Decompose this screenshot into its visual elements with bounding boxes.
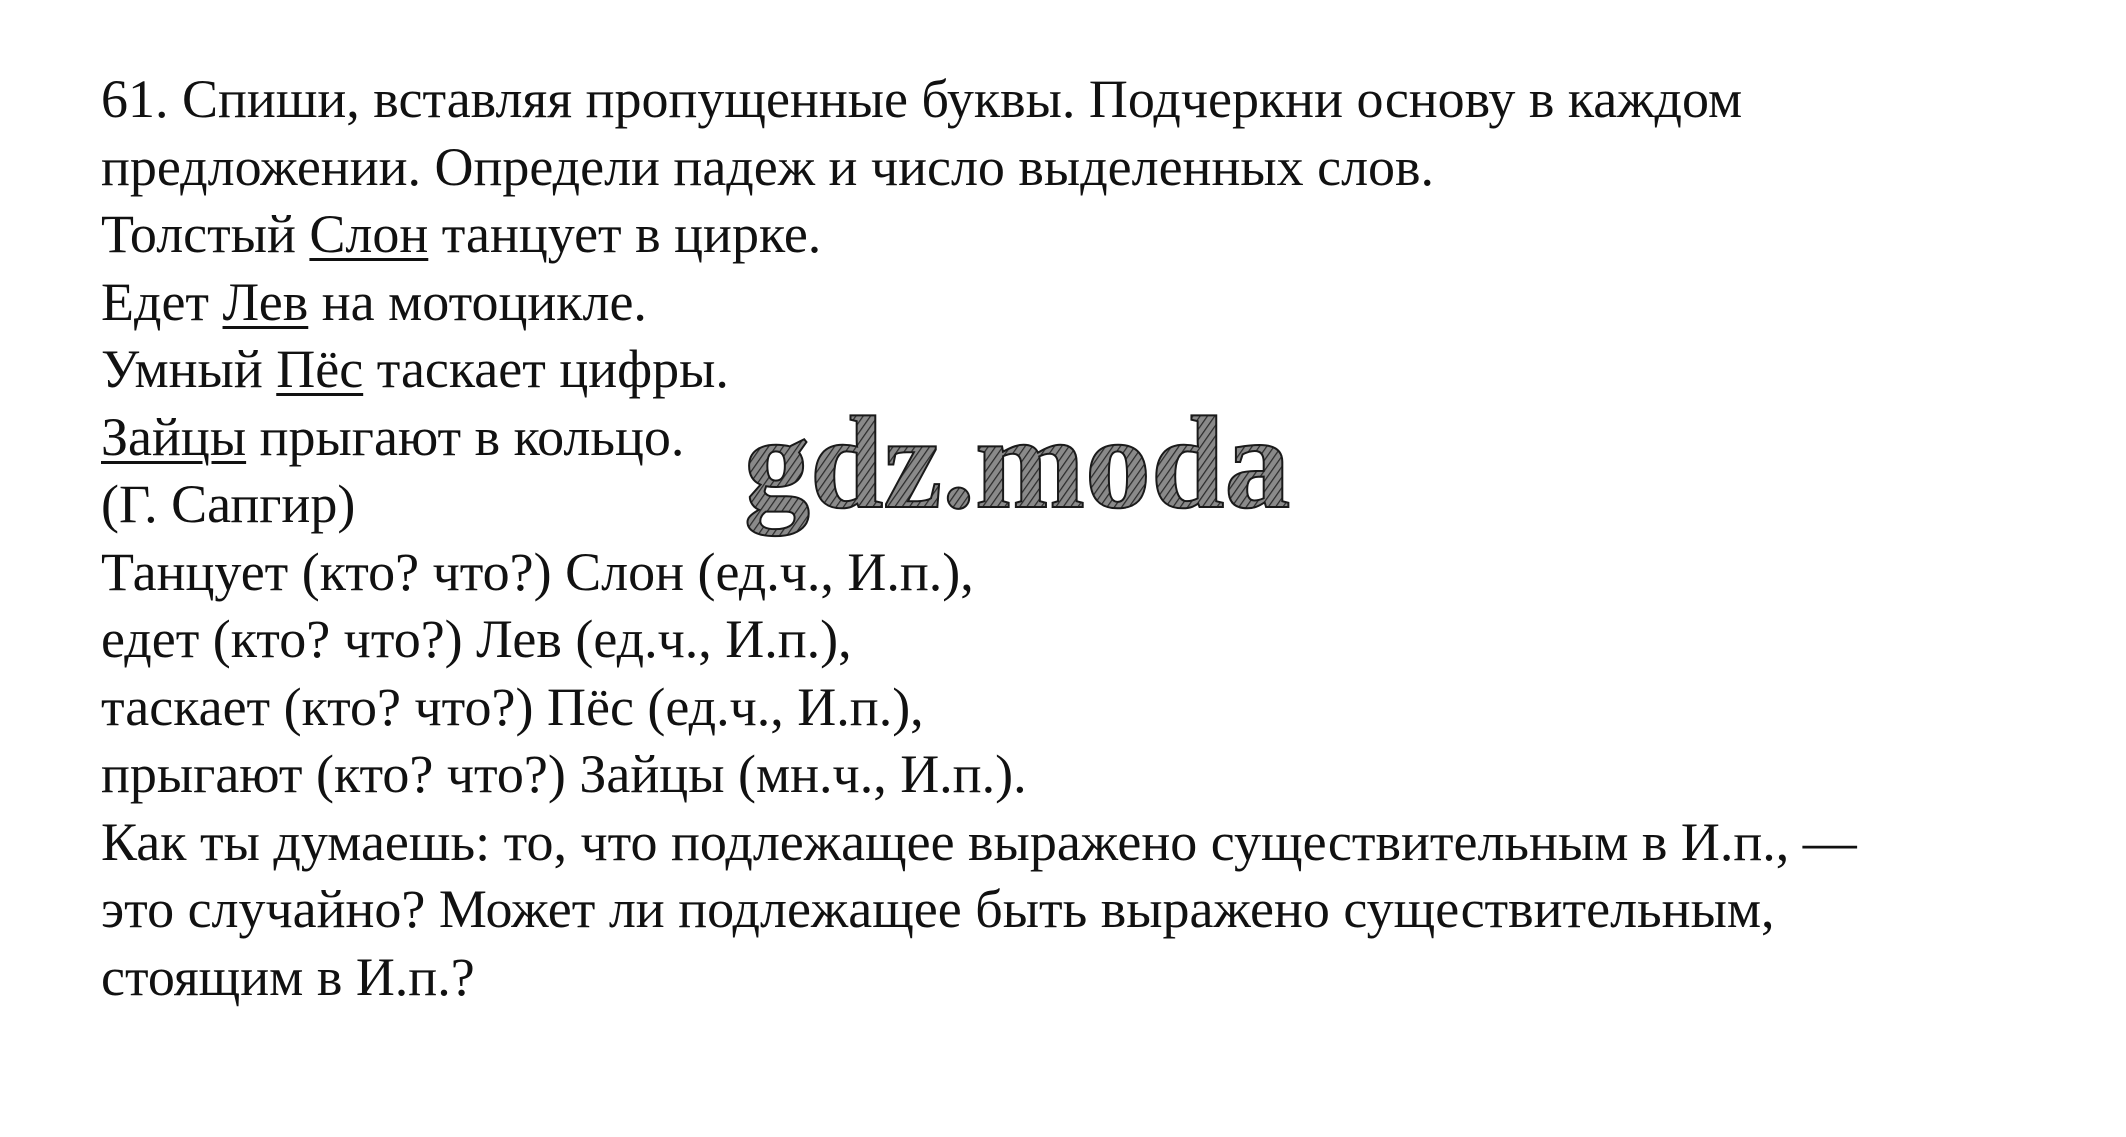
text-segment: прыгают в кольцо. <box>246 406 685 467</box>
text-segment: (Г. Сапгир) <box>101 474 356 534</box>
text-segment: это случайно? Может ли подлежащее быть выражено существительным, <box>101 879 1775 939</box>
text-segment: Умный <box>101 339 277 399</box>
text-segment: на мотоцикле. <box>308 271 647 332</box>
text-segment: Едет <box>101 271 223 332</box>
underlined-word: Лев <box>222 271 309 332</box>
underlined-word: Слон <box>309 204 429 264</box>
text-segment: едет (кто? что?) Лев (ед.ч., И.п.), <box>101 609 852 669</box>
watermark-logo <box>738 395 1348 545</box>
underlined-word: Пёс <box>276 339 364 399</box>
text-segment: прыгают (кто? что?) Зайцы (мн.ч., И.п.). <box>101 744 1027 804</box>
text-segment: танцует в цирке. <box>428 204 822 264</box>
text-line <box>101 269 2091 337</box>
text-line <box>101 201 2091 269</box>
text-segment: предложении. Определи падеж и число выделенных слов. <box>101 136 1435 197</box>
text-segment: стоящим в И.п.? <box>101 946 475 1007</box>
text-line <box>101 66 2091 134</box>
text-segment: таскает цифры. <box>363 339 729 399</box>
text-segment: Танцует (кто? что?) Слон (ед.ч., И.п.), <box>101 541 974 602</box>
text-segment: Толстый <box>101 204 310 264</box>
text-line <box>101 809 2091 877</box>
text-line <box>101 134 2091 202</box>
watermark-graphic <box>738 395 1348 545</box>
text-segment: Как ты думаешь: то, что подлежащее выражено существительным в И.п., — <box>101 811 1857 872</box>
text-line <box>101 876 2091 944</box>
text-line <box>101 944 2091 1012</box>
text-line <box>101 539 2091 607</box>
text-line <box>101 606 2091 674</box>
text-line <box>101 674 2091 742</box>
text-line <box>101 336 2091 404</box>
underlined-word: Зайцы <box>101 406 247 467</box>
text-segment: 61. Спиши, вставляя пропущенные буквы. Подчеркни основу в каждом <box>101 69 1743 129</box>
text-line <box>101 741 2091 809</box>
watermark-text: gdz.moda <box>744 395 1291 536</box>
text-segment: таскает (кто? что?) Пёс (ед.ч., И.п.), <box>101 676 924 737</box>
